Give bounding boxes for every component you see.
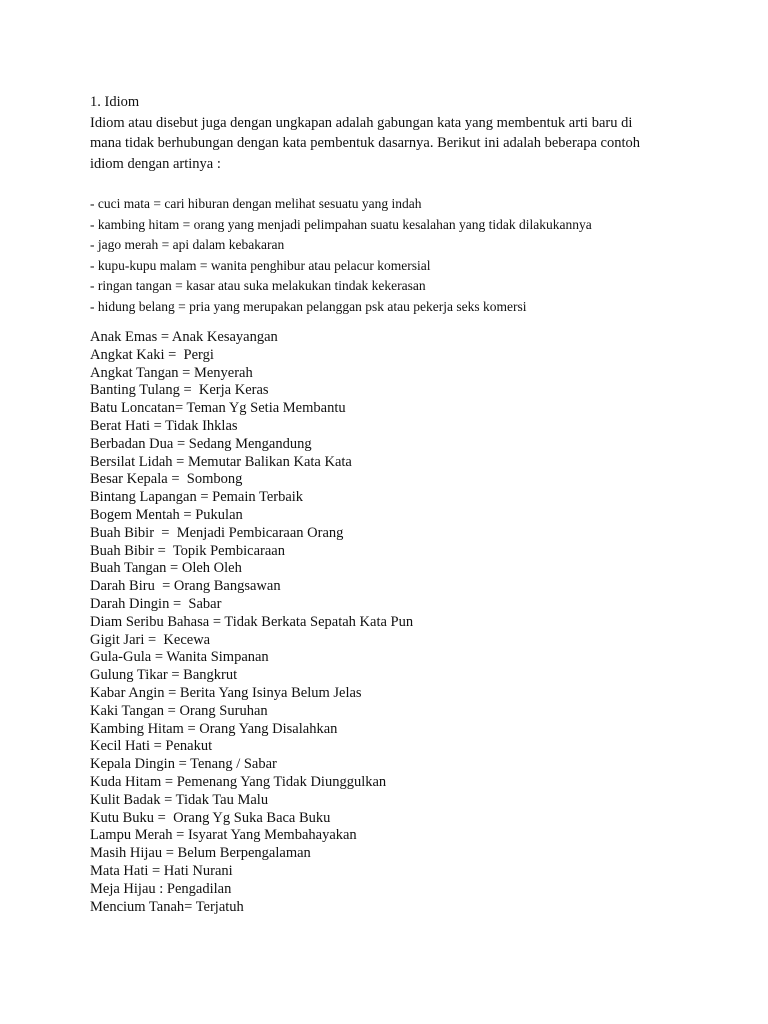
idiom-entry: Kulit Badak = Tidak Tau Malu [90, 791, 269, 808]
idiom-entry: Kutu Buku = Orang Yg Suka Baca Buku [90, 809, 331, 826]
intro-line: Idiom atau disebut juga dengan ungkapan adalah gabungan kata yang membentuk arti baru di [90, 114, 633, 131]
idiom-entry: Batu Loncatan= Teman Yg Setia Membantu [90, 400, 346, 417]
intro-paragraph [90, 113, 690, 175]
idiom-entry: Kaki Tangan = Orang Suruhan [90, 702, 268, 719]
idiom-entry: Masih Hijau = Belum Berpengalaman [90, 845, 311, 862]
idiom-entry: Darah Dingin = Sabar [90, 595, 222, 612]
idiom-entry: Gigit Jari = Kecewa [90, 631, 211, 648]
idiom-entry: Meja Hijau : Pengadilan [90, 880, 232, 897]
idiom-entry: Mencium Tanah= Terjatuh [90, 898, 244, 915]
idiom-entry: Banting Tulang = Kerja Keras [90, 382, 269, 399]
intro-line: mana tidak berhubungan dengan kata pembentuk dasarnya. Berikut ini adalah beberapa contoh [90, 135, 640, 151]
idiom-entry: Diam Seribu Bahasa = Tidak Berkata Sepatah Kata Pun [90, 613, 414, 630]
example-item: - kupu-kupu malam = wanita penghibur atau pelacur komersial [90, 257, 431, 273]
example-item: - cuci mata = cari hiburan dengan melihat sesuatu yang indah [90, 196, 422, 211]
idiom-entry: Bintang Lapangan = Pemain Terbaik [90, 489, 304, 506]
idiom-entry: Kecil Hati = Penakut [90, 738, 213, 755]
idiom-entry: Kepala Dingin = Tenang / Sabar [90, 756, 277, 773]
example-list [90, 194, 690, 317]
idiom-entry: Angkat Tangan = Menyerah [90, 364, 253, 381]
idiom-entry: Angkat Kaki = Pergi [90, 346, 214, 363]
idiom-entry: Buah Tangan = Oleh Oleh [90, 560, 242, 577]
idiom-entry: Kambing Hitam = Orang Yang Disalahkan [90, 720, 338, 737]
idiom-entry: Gula-Gula = Wanita Simpanan [90, 649, 269, 666]
idiom-entry: Berat Hati = Tidak Ihklas [90, 417, 238, 434]
idiom-entry: Bersilat Lidah = Memutar Balikan Kata Kata [90, 453, 352, 470]
idiom-entry: Kabar Angin = Berita Yang Isinya Belum Jelas [90, 684, 362, 701]
idiom-entry: Anak Emas = Anak Kesayangan [90, 329, 278, 345]
document-page [90, 92, 690, 916]
blank-line [90, 174, 690, 194]
idiom-entry: Lampu Merah = Isyarat Yang Membahayakan [90, 827, 357, 844]
idiom-entry: Besar Kepala = Sombong [90, 471, 243, 488]
idiom-entry: Gulung Tikar = Bangkrut [90, 667, 238, 684]
idiom-entry: Darah Biru = Orang Bangsawan [90, 578, 281, 595]
example-item: - kambing hitam = orang yang menjadi pelimpahan suatu kesalahan yang tidak dilakukannya [90, 216, 592, 232]
idiom-entry: Buah Bibir = Topik Pembicaraan [90, 542, 285, 559]
idiom-entry: Berbadan Dua = Sedang Mengandung [90, 435, 312, 452]
section-heading: 1. Idiom [90, 94, 140, 110]
example-item: - hidung belang = pria yang merupakan pelanggan psk atau pekerja seks komersi [90, 298, 527, 314]
example-item: - jago merah = api dalam kebakaran [90, 237, 285, 252]
idiom-entry: Kuda Hitam = Pemenang Yang Tidak Diunggulkan [90, 773, 387, 790]
idiom-list [90, 329, 690, 916]
idiom-entry: Mata Hati = Hati Nurani [90, 862, 233, 879]
idiom-entry: Bogem Mentah = Pukulan [90, 506, 243, 523]
blank-line [90, 317, 690, 329]
example-item: - ringan tangan = kasar atau suka melakukan tindak kekerasan [90, 278, 426, 293]
intro-line: idiom dengan artinya : [90, 155, 221, 172]
idiom-entry: Buah Bibir = Menjadi Pembicaraan Orang [90, 524, 344, 541]
